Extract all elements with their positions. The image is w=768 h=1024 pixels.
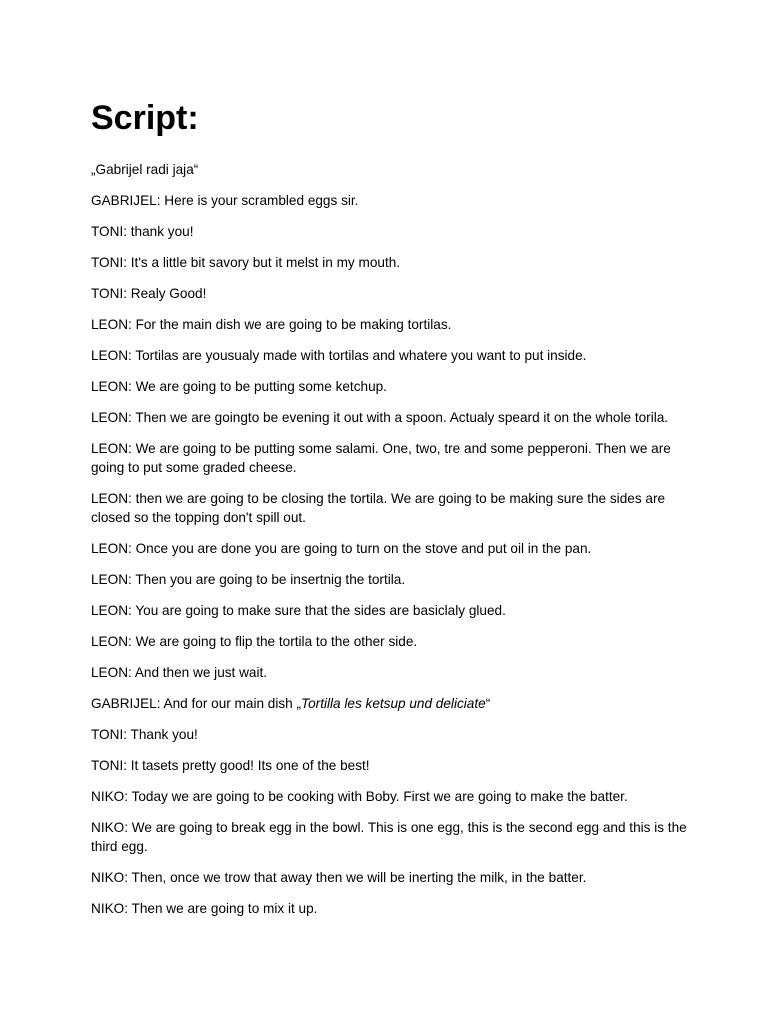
script-line: LEON: We are going to be putting some salami. One, two, tre and some pepperoni. Then we are going to put some graded cheese. <box>91 441 671 475</box>
script-line: TONI: Realy Good! <box>91 286 207 301</box>
script-line: TONI: thank you! <box>91 224 194 239</box>
page-title: Script: <box>91 99 199 137</box>
document-page <box>91 96 691 930</box>
script-line: NIKO: Today we are going to be cooking with Boby. First we are going to make the batter. <box>91 789 628 804</box>
script-line <box>91 694 691 713</box>
script-line-suffix: “ <box>485 696 491 711</box>
script-line: LEON: Once you are done you are going to turn on the stove and put oil in the pan. <box>91 541 592 556</box>
script-line: LEON: We are going to flip the tortila to the other side. <box>91 634 418 649</box>
script-line: LEON: Tortilas are yousualy made with tortilas and whatere you want to put inside. <box>91 348 587 363</box>
script-line: NIKO: Then we are going to mix it up. <box>91 901 318 916</box>
script-line: LEON: You are going to make sure that the sides are basiclaly glued. <box>91 603 506 618</box>
dish-name: Tortilla les ketsup und deliciate <box>301 696 486 711</box>
script-line: „Gabrijel radi jaja“ <box>91 162 199 177</box>
script-line-prefix: GABRIJEL: And for our main dish „ <box>91 696 302 711</box>
script-line: LEON: then we are going to be closing the tortila. We are going to be making sure the sides are closed so the topping don't spill out. <box>91 491 666 525</box>
script-line: LEON: And then we just wait. <box>91 665 268 680</box>
script-line: NIKO: Then, once we trow that away then we will be inerting the milk, in the batter. <box>91 870 587 885</box>
script-line: LEON: We are going to be putting some ketchup. <box>91 379 387 394</box>
script-line: LEON: For the main dish we are going to be making tortilas. <box>91 317 452 332</box>
script-line: NIKO: We are going to break egg in the bowl. This is one egg, this is the second egg and this is the third egg. <box>91 820 687 854</box>
script-line: GABRIJEL: Here is your scrambled eggs sir. <box>91 193 359 208</box>
script-line: LEON: Then we are goingto be evening it out with a spoon. Actualy speard it on the whole torila. <box>91 410 669 425</box>
script-line: LEON: Then you are going to be insertnig the tortila. <box>91 572 406 587</box>
script-line: TONI: It's a little bit savory but it melst in my mouth. <box>91 255 401 270</box>
script-line: TONI: Thank you! <box>91 727 198 742</box>
script-line: TONI: It tasets pretty good! Its one of the best! <box>91 758 370 773</box>
